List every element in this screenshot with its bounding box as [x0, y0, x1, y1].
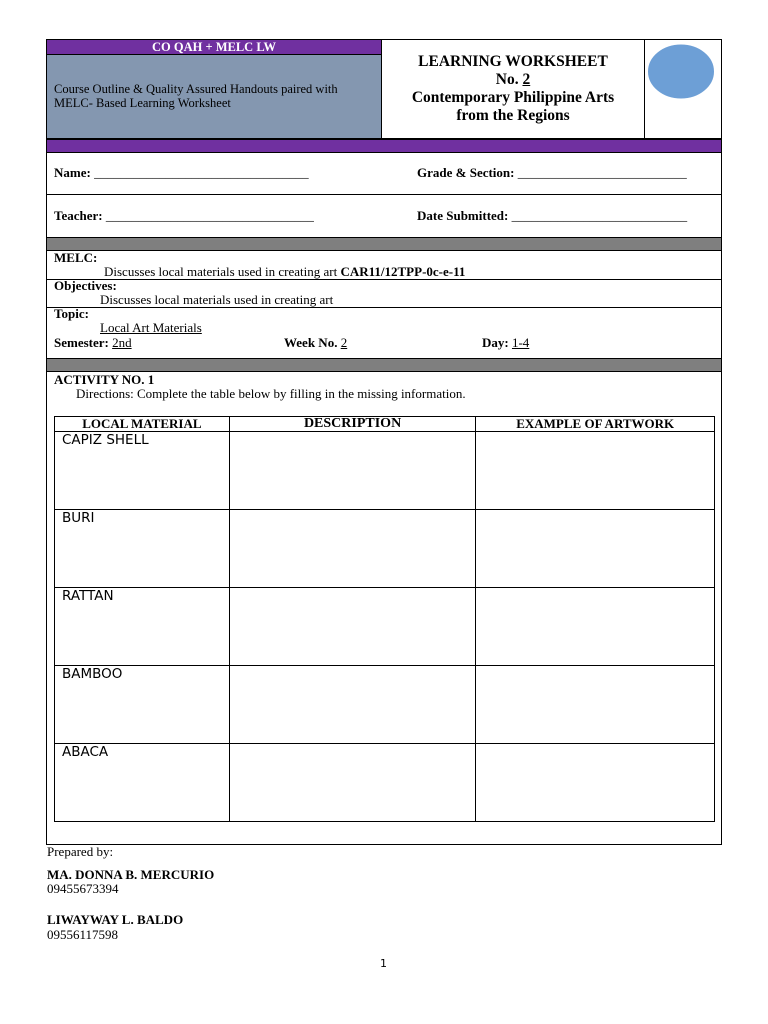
semester-field	[54, 335, 132, 351]
table-row	[55, 588, 715, 666]
material-cell: RATTAN	[55, 588, 230, 666]
description-cell[interactable]	[229, 588, 476, 666]
table-header-row	[55, 417, 715, 432]
grade-section-label: Grade & Section:	[417, 165, 515, 180]
prepared-by-label: Prepared by:	[47, 844, 114, 859]
objectives-text: Discusses local materials used in creating art	[100, 292, 334, 307]
name-label: Name:	[54, 165, 91, 180]
day-label: Day:	[482, 335, 509, 350]
semester-value: 2nd	[112, 335, 132, 350]
date-submitted-field[interactable]	[417, 208, 687, 224]
date-submitted-label: Date Submitted:	[417, 208, 509, 223]
material-cell: ABACA	[55, 744, 230, 822]
student-info-divider	[46, 194, 722, 195]
week-field	[284, 335, 347, 351]
name-line: _________________________________	[94, 165, 309, 180]
preparer-phone: 09556117598	[47, 927, 119, 942]
day-value: 1-4	[511, 335, 530, 350]
material-cell: BURI	[55, 510, 230, 588]
worksheet-number-value: 2	[522, 71, 531, 88]
activity-directions: Directions: Complete the table below by filling in the missing information.	[76, 386, 466, 401]
teacher-field[interactable]	[54, 208, 314, 224]
preparer-name: MA. DONNA B. MERCURIO	[47, 867, 215, 882]
worksheet-title	[382, 53, 644, 125]
artwork-cell[interactable]	[476, 588, 715, 666]
artwork-cell[interactable]	[476, 666, 715, 744]
header-divider-2	[644, 39, 645, 139]
melc-code: CAR11/12TPP-0c-e-11	[340, 264, 466, 279]
grade-section-field[interactable]	[417, 165, 687, 181]
teacher-label: Teacher:	[54, 208, 103, 223]
table-row	[55, 744, 715, 822]
artwork-cell[interactable]	[476, 432, 715, 510]
description-cell[interactable]	[229, 666, 476, 744]
grade-section-line: __________________________	[514, 165, 687, 180]
banner-text: CO QAH + MELC LW	[151, 40, 277, 54]
description-cell[interactable]	[229, 432, 476, 510]
header-banner	[47, 40, 381, 54]
melc-text: Discusses local materials used in creating art CAR11/12TPP-0c-e-11	[104, 264, 466, 279]
material-cell: CAPIZ SHELL	[55, 432, 230, 510]
worksheet-subject-line2: from the Regions	[456, 107, 570, 124]
week-value: 2	[340, 335, 348, 350]
semester-label: Semester:	[54, 335, 109, 350]
teacher-line: ________________________________	[105, 208, 314, 223]
preparer-name: LIWAYWAY L. BALDO	[47, 912, 184, 927]
column-header: DESCRIPTION	[229, 417, 476, 432]
artwork-cell[interactable]	[476, 744, 715, 822]
day-field	[482, 335, 529, 351]
preparer-phone: 09455673394	[47, 881, 119, 896]
purple-separator	[46, 139, 722, 153]
date-submitted-line: ___________________________	[508, 208, 688, 223]
melc-label: MELC:	[54, 250, 98, 265]
description-cell[interactable]	[229, 510, 476, 588]
gray-separator-1	[46, 237, 722, 251]
week-label: Week No.	[284, 335, 338, 350]
gray-separator-2	[46, 358, 722, 372]
school-logo-icon	[647, 44, 715, 100]
material-cell: BAMBOO	[55, 666, 230, 744]
topic-text: Local Art Materials	[100, 320, 202, 335]
description-cell[interactable]	[229, 744, 476, 822]
column-header: LOCAL MATERIAL	[55, 417, 230, 432]
table-row	[55, 432, 715, 510]
page-number: 1	[380, 957, 387, 970]
objectives-label: Objectives:	[54, 278, 117, 293]
topic-label: Topic:	[54, 306, 89, 321]
activity-title: ACTIVITY NO. 1	[54, 372, 155, 387]
table-row	[55, 666, 715, 744]
worksheet-subject: Contemporary Philippine Arts	[411, 89, 615, 106]
header-subtitle: Course Outline & Quality Assured Handouts paired with MELC- Based Learning Worksheet	[54, 82, 338, 110]
activity-table	[54, 416, 715, 822]
worksheet-number: No. 2	[495, 71, 531, 88]
column-header: EXAMPLE OF ARTWORK	[476, 417, 715, 432]
table-row	[55, 510, 715, 588]
artwork-cell[interactable]	[476, 510, 715, 588]
worksheet-title-line1: LEARNING WORKSHEET	[418, 53, 608, 70]
name-field[interactable]	[54, 165, 309, 181]
